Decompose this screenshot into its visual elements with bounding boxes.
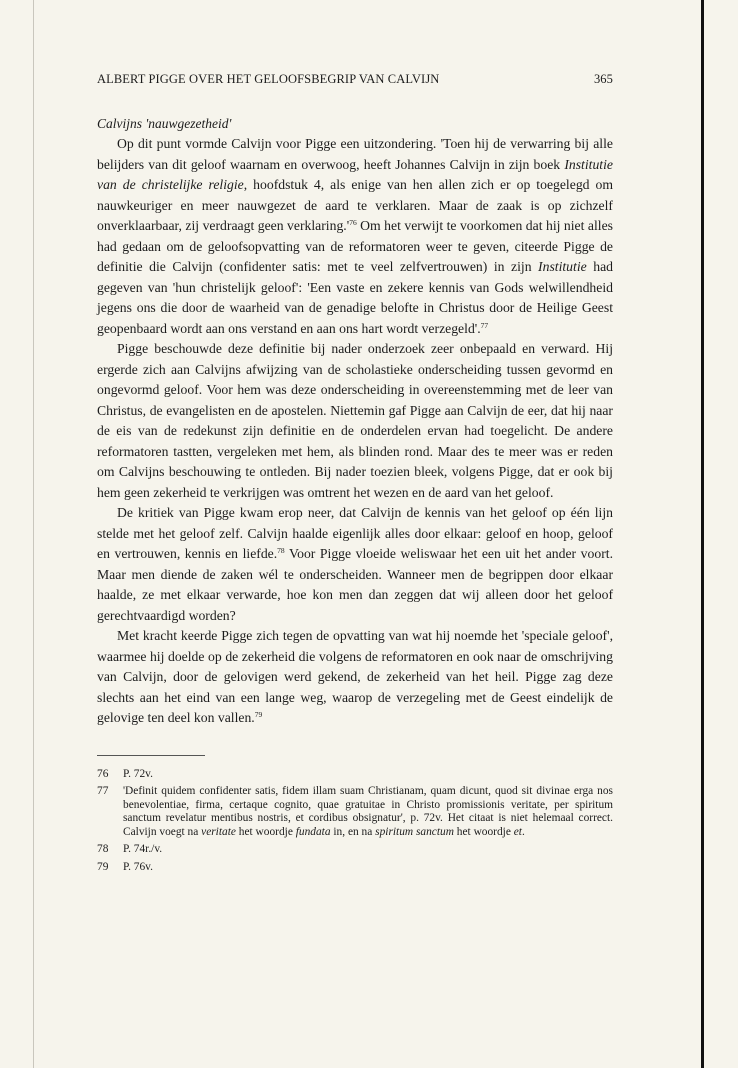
footnote: [97, 843, 613, 857]
footnote-separator: [97, 755, 205, 756]
footnotes: [97, 768, 613, 875]
paragraph: [97, 134, 613, 339]
text-run: in, en na: [330, 825, 376, 838]
text-run: P. 72v.: [123, 767, 153, 780]
text-run: 'Definit quidem confidenter satis, fidem illam suam Christianam, quam dicunt, quod sit divinae erga nos benevolentiae, firma, certaque cognito, quae gratuitae in Christo promissionis veritate, per spiritum sanctum revelatur mentibus nostris, et cordibus obsignatur', p. 72v. Het citaat is niet helemaal correct. Calvijn voegt na: [123, 785, 613, 838]
footnote-text: [123, 768, 613, 782]
footnote-reference: 77: [480, 320, 489, 330]
body-text: [97, 134, 613, 729]
text-run: Met kracht keerde Pigge zich tegen de opvatting van wat hij noemde het 'speciale geloof', waarmee hij doelde op de zekerheid die volgens de reformatoren en ook naar de omschrijving van Calvijn, door de gelovigen werd gekend, de zekerheid van het heil. Pigge zag deze slechts aan het eind van een lange weg, waarop de verzegeling met de Geest eindelijk de gelovige ten deel kon vallen.: [97, 628, 613, 725]
running-header: [97, 72, 613, 90]
text-run: Voor Pigge vloeide weliswaar het een uit het ander voort. Maar men diende de zaken wél te onderscheiden. Wanneer men de begrippen door elkaar haalde, ze met elkaar verwarde, hoe kon men dan zeggen dat wij alleen door het geloof gerechtvaardigd worden?: [97, 546, 613, 623]
text-run: P. 74r./v.: [123, 843, 163, 856]
footnote-number: 77: [97, 785, 109, 798]
footnote-reference: 78: [277, 546, 285, 555]
paragraph: [97, 626, 613, 729]
italic-text: et: [513, 825, 522, 838]
text-run: het woordje: [453, 825, 514, 838]
italic-text: Institutie: [538, 259, 587, 274]
italic-text: Institutie van de christelijke religie: [97, 156, 613, 192]
text-run: De kritiek van Pigge kwam erop neer, dat Calvijn de kennis van het geloof op één lijn stelde met het geloof zelf. Calvijn haalde eigenlijk alles door elkaar: geloof en hoop, geloof en vertrouwen, kennis en liefde.: [97, 505, 613, 561]
text-run: , hoofdstuk 4, als enige van hen allen zich er op toegelegd om nauwkeuriger en meer nauwgezet de aard te verklaren. Maar de zaak is op zichzelf onverklaarbaar, zij verdraagt geen verklaring.': [97, 177, 613, 233]
text-run: Op dit punt vormde Calvijn voor Pigge een uitzondering. 'Toen hij de verwarring bij alle belijders van dit geloof waarnam en overwoog, heeft Johannes Calvijn in zijn boek: [97, 136, 613, 172]
page-edge-right: [701, 0, 704, 1068]
text-run: .: [521, 825, 525, 838]
italic-text: fundata: [295, 825, 331, 838]
page-number: 365: [593, 72, 613, 86]
text-run: Om het verwijt te voorkomen dat hij niet alles had gedaan om de geloofsopvatting van de reformatoren weer te geven, citeerde Pigge de definitie die Calvijn (confidenter satis: met te veel zelfvertrouwen) in zijn: [97, 218, 613, 274]
footnote-text: [123, 861, 613, 875]
page-edge-left: [33, 0, 34, 1068]
text-run: P. 76v.: [123, 861, 153, 874]
paragraph: [97, 503, 613, 626]
text-run: had gegeven van 'hun christelijk geloof': 'Een vaste en zekere kennis van Gods welwillendheid jegens ons die door de waarheid van de genadige belofte in Christus door de Heilige Geest geopenbaard wordt aan ons verstand en aan ons hart wordt verzegeld'.: [97, 259, 613, 336]
footnote: [97, 785, 613, 839]
footnote-text: [123, 785, 613, 839]
footnote: [97, 768, 613, 782]
running-title: ALBERT PIGGE OVER HET GELOOFSBEGRIP VAN CALVIJN: [97, 72, 440, 86]
footnote-number: 76: [97, 767, 109, 780]
footnote-reference: 79: [254, 710, 263, 719]
paragraph: [97, 339, 613, 503]
book-page: [97, 72, 613, 879]
text-run: het woordje: [235, 825, 296, 838]
footnote-text: [123, 843, 613, 857]
footnote-reference: 76: [349, 218, 357, 227]
footnote: [97, 861, 613, 875]
text-run: Pigge beschouwde deze definitie bij nader onderzoek zeer onbepaald en verward. Hij ergerde zich aan Calvijns afwijzing van de scholastieke onderscheiding tussen gevormd en ongevormd geloof. Voor hem was deze onderscheiding in overeenstemming met de leer van Christus, de evangelisten en de apostelen. Niettemin gaf Pigge aan Calvijn de eer, dat hij naar de eis van de redekunst zijn definitie en de onderdelen ervan had toegelicht. De andere reformatoren tastten, vergeleken met hem, als blinden rond. Maar des te meer was er reden om Calvijns beschouwing te ontleden. Bij nader toezien bleek, volgens Pigge, dat er ook bij hem geen zekerheid te verkrijgen was omtrent het wezen en de aard van het geloof.: [97, 341, 613, 500]
section-title: Calvijns 'nauwgezetheid': [97, 116, 232, 131]
italic-text: veritate: [201, 825, 236, 838]
italic-text: spiritum sanctum: [375, 825, 454, 838]
footnote-number: 78: [97, 843, 109, 856]
footnote-number: 79: [97, 861, 109, 874]
